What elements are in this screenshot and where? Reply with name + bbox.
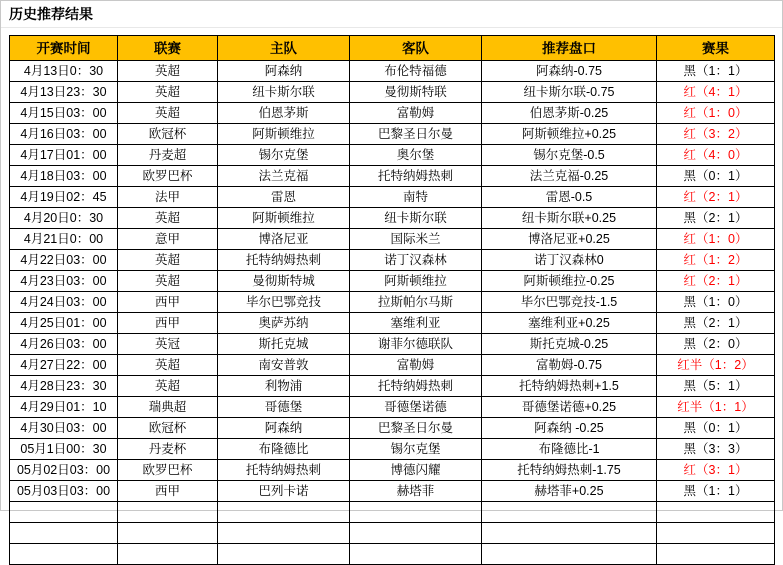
cell-pick: 纽卡斯尔联+0.25	[482, 208, 657, 229]
cell-time: 4月13日0：30	[10, 61, 118, 82]
cell-time: 4月30日03：00	[10, 418, 118, 439]
cell-pick: 哥德堡诺德+0.25	[482, 397, 657, 418]
cell-time: 4月26日03：00	[10, 334, 118, 355]
table-row	[10, 397, 775, 418]
cell-away-team: 巴黎圣日尔曼	[350, 418, 482, 439]
cell-pick: 阿斯顿维拉-0.25	[482, 271, 657, 292]
cell-time	[10, 544, 118, 565]
table-row	[10, 376, 775, 397]
cell-league: 法甲	[118, 187, 218, 208]
cell-league: 英冠	[118, 334, 218, 355]
column-header-away: 客队	[350, 36, 482, 61]
cell-pick: 阿森纳-0.75	[482, 61, 657, 82]
cell-pick: 阿森纳 -0.25	[482, 418, 657, 439]
cell-home-team: 阿森纳	[218, 418, 350, 439]
cell-pick: 赫塔菲+0.25	[482, 481, 657, 502]
cell-home-team: 伯恩茅斯	[218, 103, 350, 124]
cell-result: 红（4：0）	[657, 145, 775, 166]
cell-result: 红（1：0）	[657, 103, 775, 124]
page-title: 历史推荐结果	[9, 6, 93, 22]
cell-league: 欧冠杯	[118, 418, 218, 439]
table-row	[10, 313, 775, 334]
cell-result: 黑（0：1）	[657, 166, 775, 187]
cell-league: 丹麦杯	[118, 439, 218, 460]
page-title-bar	[1, 1, 782, 28]
cell-away-team: 诺丁汉森林	[350, 250, 482, 271]
cell-away-team: 锡尔克堡	[350, 439, 482, 460]
table-row	[10, 145, 775, 166]
cell-result: 黑（1：0）	[657, 292, 775, 313]
cell-home-team: 阿森纳	[218, 61, 350, 82]
table-row	[10, 229, 775, 250]
table-row	[10, 460, 775, 481]
cell-home-team	[218, 544, 350, 565]
cell-away-team: 塞维利亚	[350, 313, 482, 334]
column-header-result: 赛果	[657, 36, 775, 61]
cell-home-team: 哥德堡	[218, 397, 350, 418]
cell-time: 4月21日0：00	[10, 229, 118, 250]
cell-away-team: 国际米兰	[350, 229, 482, 250]
cell-league: 英超	[118, 61, 218, 82]
cell-away-team: 布伦特福德	[350, 61, 482, 82]
cell-result: 黑（2：1）	[657, 313, 775, 334]
recommendation-results-table	[9, 35, 775, 565]
cell-result: 黑（5：1）	[657, 376, 775, 397]
cell-home-team: 南安普敦	[218, 355, 350, 376]
cell-away-team	[350, 523, 482, 544]
cell-result: 红（2：1）	[657, 271, 775, 292]
table-row	[10, 355, 775, 376]
cell-result	[657, 544, 775, 565]
cell-home-team: 阿斯顿维拉	[218, 124, 350, 145]
cell-pick: 布隆德比-1	[482, 439, 657, 460]
cell-away-team: 富勒姆	[350, 103, 482, 124]
column-header-time: 开赛时间	[10, 36, 118, 61]
cell-result: 红（1：2）	[657, 250, 775, 271]
cell-result: 黑（1：1）	[657, 61, 775, 82]
cell-away-team: 南特	[350, 187, 482, 208]
cell-time: 05月1日00：30	[10, 439, 118, 460]
table-row	[10, 544, 775, 565]
table-row	[10, 523, 775, 544]
cell-result: 黑（1：1）	[657, 481, 775, 502]
table-container	[1, 28, 782, 565]
cell-league: 欧冠杯	[118, 124, 218, 145]
cell-league: 英超	[118, 355, 218, 376]
cell-league: 英超	[118, 82, 218, 103]
cell-pick: 法兰克福-0.25	[482, 166, 657, 187]
cell-away-team: 哥德堡诺德	[350, 397, 482, 418]
cell-time: 4月16日03：00	[10, 124, 118, 145]
cell-league	[118, 544, 218, 565]
cell-pick: 阿斯顿维拉+0.25	[482, 124, 657, 145]
cell-pick: 托特纳姆热刺+1.5	[482, 376, 657, 397]
cell-league: 西甲	[118, 292, 218, 313]
cell-league	[118, 523, 218, 544]
cell-time: 4月19日02：45	[10, 187, 118, 208]
cell-away-team	[350, 544, 482, 565]
cell-league	[118, 502, 218, 523]
cell-result: 红（3：1）	[657, 460, 775, 481]
cell-home-team: 利物浦	[218, 376, 350, 397]
table-row	[10, 292, 775, 313]
cell-away-team: 纽卡斯尔联	[350, 208, 482, 229]
cell-pick	[482, 502, 657, 523]
cell-result	[657, 523, 775, 544]
cell-pick	[482, 544, 657, 565]
cell-away-team: 博德闪耀	[350, 460, 482, 481]
cell-pick: 诺丁汉森林0	[482, 250, 657, 271]
cell-home-team: 托特纳姆热刺	[218, 250, 350, 271]
cell-pick: 斯托克城-0.25	[482, 334, 657, 355]
cell-home-team: 斯托克城	[218, 334, 350, 355]
cell-league: 欧罗巴杯	[118, 166, 218, 187]
cell-home-team: 托特纳姆热刺	[218, 460, 350, 481]
cell-league: 意甲	[118, 229, 218, 250]
cell-result: 红（4：1）	[657, 82, 775, 103]
cell-league: 丹麦超	[118, 145, 218, 166]
cell-home-team: 博洛尼亚	[218, 229, 350, 250]
cell-time: 4月24日03：00	[10, 292, 118, 313]
cell-time	[10, 502, 118, 523]
cell-home-team: 巴列卡诺	[218, 481, 350, 502]
cell-pick: 毕尔巴鄂竞技-1.5	[482, 292, 657, 313]
table-row	[10, 334, 775, 355]
cell-home-team: 锡尔克堡	[218, 145, 350, 166]
cell-pick: 博洛尼亚+0.25	[482, 229, 657, 250]
cell-pick: 雷恩-0.5	[482, 187, 657, 208]
cell-pick: 纽卡斯尔联-0.75	[482, 82, 657, 103]
table-header-row	[10, 36, 775, 61]
table-row	[10, 187, 775, 208]
cell-pick: 塞维利亚+0.25	[482, 313, 657, 334]
cell-time: 4月23日03：00	[10, 271, 118, 292]
table-row	[10, 271, 775, 292]
cell-home-team: 雷恩	[218, 187, 350, 208]
cell-time: 4月22日03：00	[10, 250, 118, 271]
table-row	[10, 124, 775, 145]
cell-result: 黑（0：1）	[657, 418, 775, 439]
table-row	[10, 502, 775, 523]
cell-home-team: 毕尔巴鄂竞技	[218, 292, 350, 313]
cell-home-team: 奥萨苏纳	[218, 313, 350, 334]
cell-time: 4月13日23：30	[10, 82, 118, 103]
cell-time: 4月18日03：00	[10, 166, 118, 187]
table-row	[10, 418, 775, 439]
cell-result: 黑（2：0）	[657, 334, 775, 355]
cell-time: 4月28日23：30	[10, 376, 118, 397]
cell-result: 红半（1：2）	[657, 355, 775, 376]
cell-pick: 锡尔克堡-0.5	[482, 145, 657, 166]
table-row	[10, 103, 775, 124]
cell-pick: 托特纳姆热刺-1.75	[482, 460, 657, 481]
cell-away-team: 阿斯顿维拉	[350, 271, 482, 292]
cell-time	[10, 523, 118, 544]
cell-result: 黑（3：3）	[657, 439, 775, 460]
cell-away-team: 赫塔菲	[350, 481, 482, 502]
table-row	[10, 61, 775, 82]
cell-home-team	[218, 523, 350, 544]
cell-result: 红（2：1）	[657, 187, 775, 208]
cell-time: 4月15日03：00	[10, 103, 118, 124]
column-header-pick: 推荐盘口	[482, 36, 657, 61]
table-row	[10, 166, 775, 187]
cell-home-team: 阿斯顿维拉	[218, 208, 350, 229]
cell-league: 西甲	[118, 313, 218, 334]
cell-home-team	[218, 502, 350, 523]
cell-time: 4月27日22：00	[10, 355, 118, 376]
cell-league: 英超	[118, 376, 218, 397]
cell-league: 英超	[118, 208, 218, 229]
cell-away-team	[350, 502, 482, 523]
cell-pick: 伯恩茅斯-0.25	[482, 103, 657, 124]
cell-away-team: 奥尔堡	[350, 145, 482, 166]
cell-away-team: 富勒姆	[350, 355, 482, 376]
cell-league: 英超	[118, 271, 218, 292]
cell-result: 红半（1：1）	[657, 397, 775, 418]
cell-time: 4月20日0：30	[10, 208, 118, 229]
cell-result	[657, 502, 775, 523]
cell-pick	[482, 523, 657, 544]
column-header-home: 主队	[218, 36, 350, 61]
column-header-league: 联赛	[118, 36, 218, 61]
cell-home-team: 曼彻斯特城	[218, 271, 350, 292]
cell-result: 红（1：0）	[657, 229, 775, 250]
cell-home-team: 布隆德比	[218, 439, 350, 460]
table-row	[10, 82, 775, 103]
table-row	[10, 208, 775, 229]
cell-league: 英超	[118, 103, 218, 124]
cell-pick: 富勒姆-0.75	[482, 355, 657, 376]
cell-away-team: 托特纳姆热刺	[350, 166, 482, 187]
cell-home-team: 法兰克福	[218, 166, 350, 187]
cell-league: 英超	[118, 250, 218, 271]
cell-away-team: 拉斯帕尔马斯	[350, 292, 482, 313]
cell-time: 4月17日01：00	[10, 145, 118, 166]
cell-league: 西甲	[118, 481, 218, 502]
cell-league: 欧罗巴杯	[118, 460, 218, 481]
table-row	[10, 250, 775, 271]
cell-away-team: 托特纳姆热刺	[350, 376, 482, 397]
cell-league: 瑞典超	[118, 397, 218, 418]
cell-away-team: 曼彻斯特联	[350, 82, 482, 103]
cell-time: 4月25日01：00	[10, 313, 118, 334]
cell-time: 4月29日01：10	[10, 397, 118, 418]
cell-time: 05月03日03：00	[10, 481, 118, 502]
table-row	[10, 439, 775, 460]
table-body	[10, 61, 775, 565]
cell-home-team: 纽卡斯尔联	[218, 82, 350, 103]
table-row	[10, 481, 775, 502]
cell-result: 黑（2：1）	[657, 208, 775, 229]
cell-away-team: 巴黎圣日尔曼	[350, 124, 482, 145]
cell-result: 红（3：2）	[657, 124, 775, 145]
cell-time: 05月02日03：00	[10, 460, 118, 481]
cell-away-team: 谢菲尔德联队	[350, 334, 482, 355]
